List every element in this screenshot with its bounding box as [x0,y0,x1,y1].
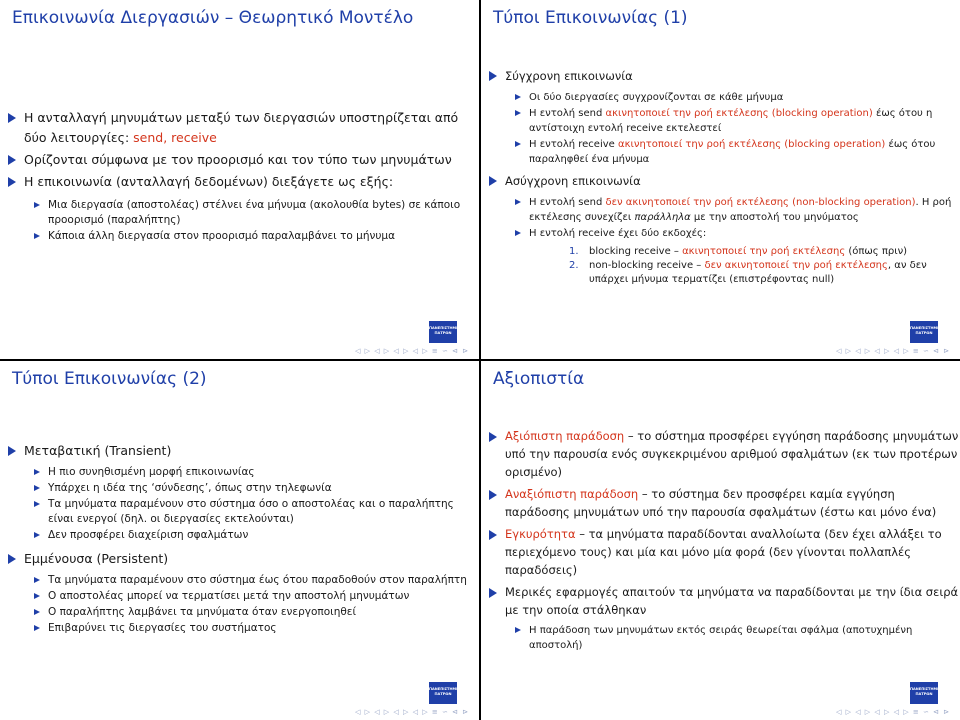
slide-title: Τύποι Επικοινωνίας (2) [12,369,207,389]
bullet-item: Εγκυρότητα – τα μηνύματα παραδίδονται αναλλοίωτα (δεν έχει αλλάξει το περιεχόμενο τους) και μία και μόνο μία φορά (δεν γίνονται πολλαπλές παραδόσεις) [481,525,960,579]
bullet-triangle-icon [489,432,497,442]
sub-bullet-item: Οι δύο διεργασίες συγχρονίζονται σε κάθε μήνυμα [481,90,960,105]
slide-title: Τύποι Επικοινωνίας (1) [493,8,688,28]
bullet-triangle-icon [515,110,521,116]
beamer-navigation[interactable]: ◁ ▷ ◁ ▷ ◁ ▷ ◁ ▷ ≡ ∽ ⊲ ⊳ [354,708,469,716]
bullet-triangle-icon [489,176,497,186]
bullet-triangle-icon [515,141,521,147]
sub-bullet-item: Υπάρχει η ιδέα της ‘σύνδεσης’, όπως στην τηλεφωνία [0,481,479,496]
bullet-triangle-icon [8,177,16,187]
slide-content [0,441,479,637]
sub-bullet-item: Δεν προσφέρει διαχείριση σφαλμάτων [0,528,479,543]
bullet-triangle-icon [515,230,521,236]
bullet-triangle-icon [489,490,497,500]
slide-title: Επικοινωνία Διεργασιών – Θεωρητικό Μοντέλο [12,8,414,28]
slide-content [481,66,960,287]
bullet-item: Αξιόπιστη παράδοση – το σύστημα προσφέρει εγγύηση παράδοσης μηνυμάτων υπό την παρουσία ενός συγκεκριμένου αριθμού σφαλμάτων (εκ των προτέρων ορισμένο) [481,427,960,481]
bullet-item: Σύγχρονη επικοινωνία [481,66,960,86]
bullet-triangle-icon [489,71,497,81]
bullet-triangle-icon [34,469,40,475]
bullet-triangle-icon [8,113,16,123]
bullet-item: Μερικές εφαρμογές απαιτούν τα μηνύματα να παραδίδονται με την ίδια σειρά με την οποία στάλθηκαν [481,583,960,619]
bullet-triangle-icon [34,532,40,538]
sub-bullet-item: Μια διεργασία (αποστολέας) στέλνει ένα μήνυμα (ακολουθία bytes) σε κάποιο προορισμό (παραλήπτης) [0,198,479,228]
bullet-triangle-icon [34,233,40,239]
beamer-navigation[interactable]: ◁ ▷ ◁ ▷ ◁ ▷ ◁ ▷ ≡ ∽ ⊲ ⊳ [354,347,469,355]
university-logo: ΠΑΝΕΠΙΣΤΗΜΙΟ ΠΑΤΡΩΝ [910,321,938,343]
university-logo: ΠΑΝΕΠΙΣΤΗΜΙΟ ΠΑΤΡΩΝ [910,682,938,704]
bullet-item: Εμμένουσα (Persistent) [0,549,479,569]
sub-bullet-item: Η εντολή send δεν ακινητοποιεί την ροή εκτέλεσης (non-blocking operation). Η ροή εκτέλεσης συνεχίζει παράλληλα με την αποστολή του μηνύματος [481,195,960,225]
bullet-triangle-icon [489,588,497,598]
sub-bullet-item: Ο αποστολέας μπορεί να τερματίσει μετά την αποστολή μηνυμάτων [0,589,479,604]
bullet-triangle-icon [34,625,40,631]
numbered-item: 2. non-blocking receive – δεν ακινητοποιεί την ροή εκτέλεσης, αν δεν υπάρχει μήνυμα τερματίζει (επιστρέφοντας null) [569,260,927,285]
bullet-triangle-icon [34,577,40,583]
bullet-item: Αναξιόπιστη παράδοση – το σύστημα δεν προσφέρει καμία εγγύηση παράδοσης μηνυμάτων υπό την παρουσία σφαλμάτων (έστω και μόνο ένα) [481,485,960,521]
bullet-triangle-icon [8,446,16,456]
sub-bullet-item: Ο παραλήπτης λαμβάνει τα μηνύματα όταν ενεργοποιηθεί [0,605,479,620]
bullet-triangle-icon [489,530,497,540]
sub-bullet-item: Η εντολή receive έχει δύο εκδοχές: [481,226,960,241]
slide-content [481,427,960,654]
beamer-navigation[interactable]: ◁ ▷ ◁ ▷ ◁ ▷ ◁ ▷ ≡ ∽ ⊲ ⊳ [835,347,950,355]
slide-content [0,108,479,245]
bullet-triangle-icon [34,501,40,507]
bullet-triangle-icon [8,554,16,564]
bullet-item: Η ανταλλαγή μηνυμάτων μεταξύ των διεργασιών υποστηρίζεται από δύο λειτουργίες: send, receive [0,108,479,148]
bullet-triangle-icon [8,155,16,165]
sub-bullet-item: Η παράδοση των μηνυμάτων εκτός σειράς θεωρείται σφάλμα (αποτυχημένη αποστολή) [481,623,960,653]
sub-bullet-item: Τα μηνύματα παραμένουν στο σύστημα έως ότου παραδοθούν στον παραλήπτη [0,573,479,588]
bullet-triangle-icon [34,202,40,208]
bullet-item: Ορίζονται σύμφωνα με τον προορισμό και τον τύπο των μηνυμάτων [0,150,479,170]
numbered-item: 1. blocking receive – ακινητοποιεί την ροή εκτέλεσης (όπως πριν) [569,246,908,257]
beamer-navigation[interactable]: ◁ ▷ ◁ ▷ ◁ ▷ ◁ ▷ ≡ ∽ ⊲ ⊳ [835,708,950,716]
sub-bullet-item: Κάποια άλλη διεργασία στον προορισμό παραλαμβάνει το μήνυμα [0,229,479,244]
sub-bullet-item: Η εντολή receive ακινητοποιεί την ροή εκτέλεσης (blocking operation) έως ότου παραληφθεί ένα μήνυμα [481,137,960,167]
bullet-triangle-icon [34,609,40,615]
sub-bullet-item: Η εντολή send ακινητοποιεί την ροή εκτέλεσης (blocking operation) έως ότου η αντίστοιχη εντολή receive εκτελεστεί [481,106,960,136]
bullet-triangle-icon [515,199,521,205]
bullet-triangle-icon [34,485,40,491]
slide-process-communication [0,0,479,359]
slide-communication-types-2 [0,361,479,720]
sub-bullet-item: Επιβαρύνει τις διεργασίες του συστήματος [0,621,479,636]
sub-bullet-item: Η πιο συνηθισμένη μορφή επικοινωνίας [0,465,479,480]
slide-title: Αξιοπιστία [493,369,585,389]
slide-communication-types-1 [481,0,960,359]
university-logo: ΠΑΝΕΠΙΣΤΗΜΙΟ ΠΑΤΡΩΝ [429,682,457,704]
bullet-triangle-icon [515,627,521,633]
bullet-item: Μεταβατική (Transient) [0,441,479,461]
bullet-item: Ασύγχρονη επικοινωνία [481,171,960,191]
slide-reliability [481,361,960,720]
bullet-triangle-icon [34,593,40,599]
bullet-triangle-icon [515,94,521,100]
bullet-item: Η επικοινωνία (ανταλλαγή δεδομένων) διεξάγετε ως εξής: [0,172,479,192]
sub-bullet-item: Τα μηνύματα παραμένουν στο σύστημα όσο ο αποστολέας και ο παραλήπτης είναι ενεργοί (δηλ. οι διεργασίες εκτελούνται) [0,497,479,527]
university-logo: ΠΑΝΕΠΙΣΤΗΜΙΟ ΠΑΤΡΩΝ [429,321,457,343]
